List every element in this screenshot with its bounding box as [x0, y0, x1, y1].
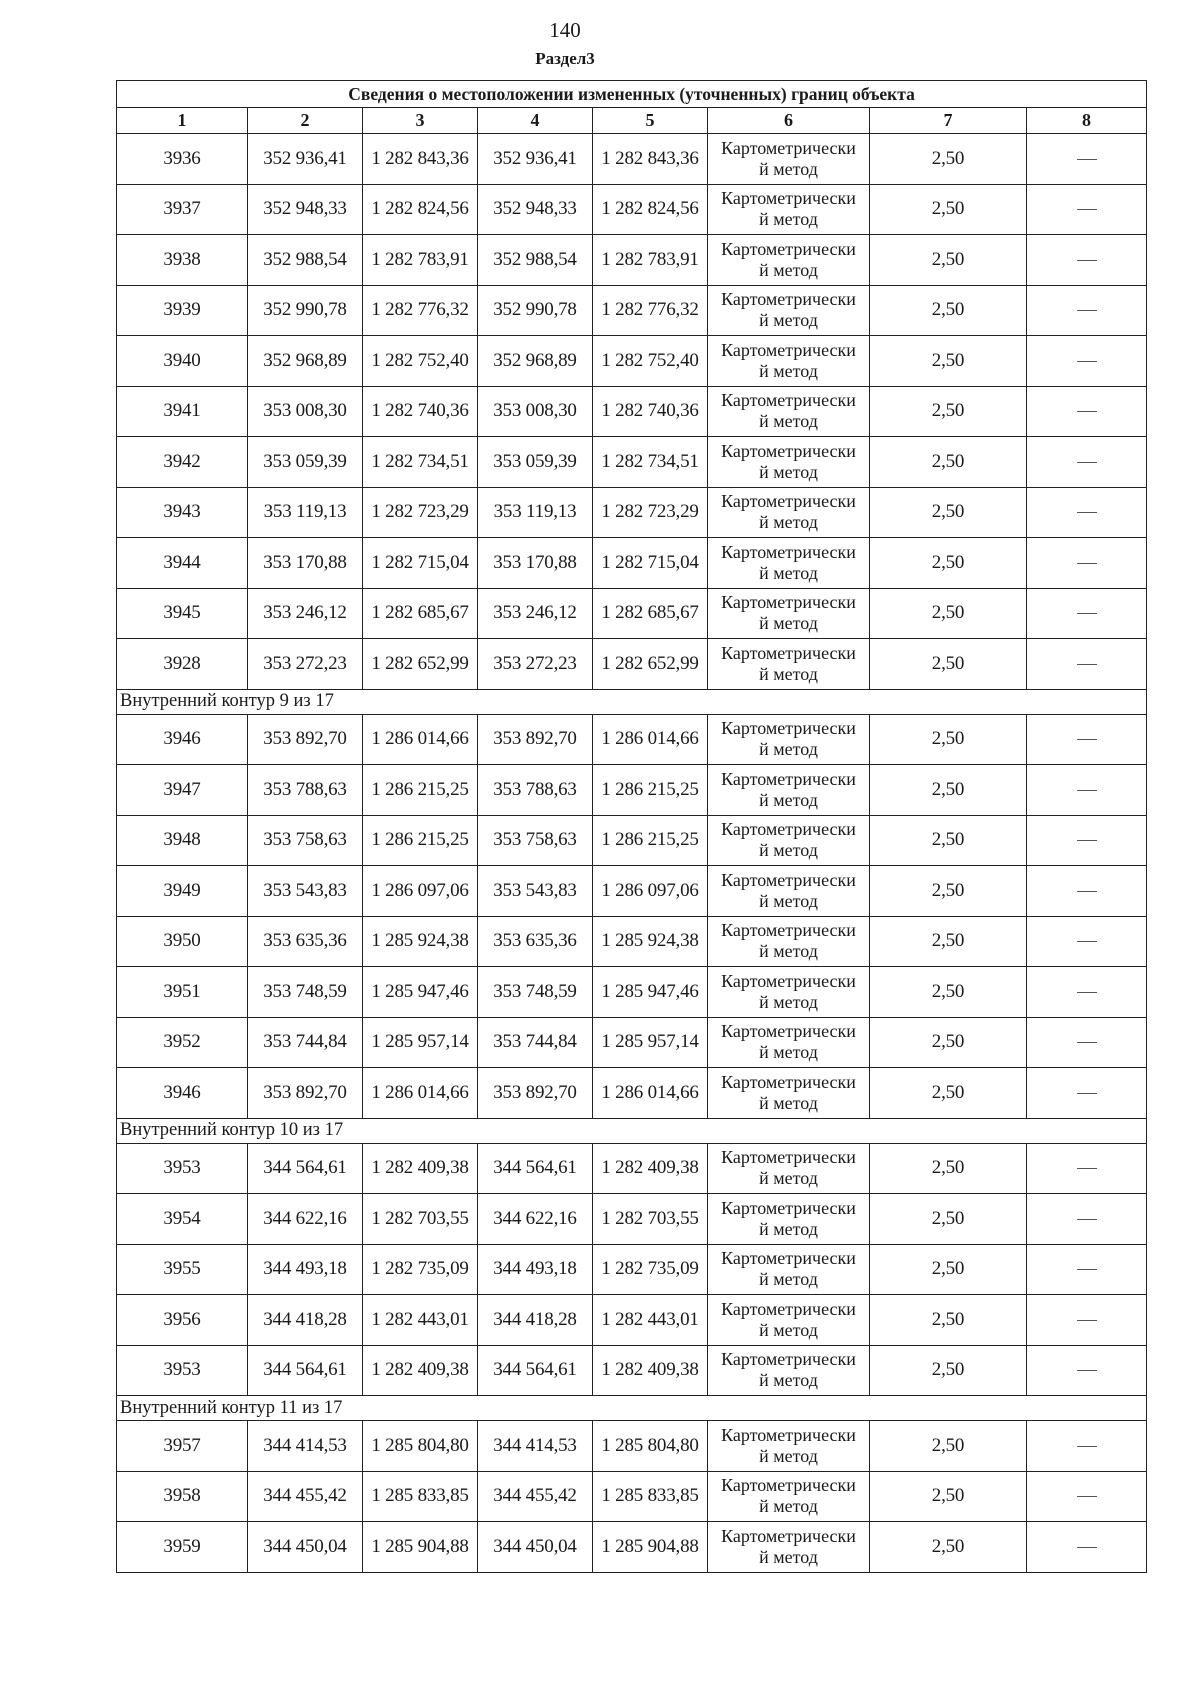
y-new-cell: 1 282 443,01	[593, 1295, 708, 1346]
y-existing-cell: 1 282 776,32	[363, 285, 478, 336]
x-existing-cell: 344 450,04	[248, 1522, 363, 1573]
method-cell: Картометрически й метод	[708, 765, 870, 816]
y-new-cell: 1 285 833,85	[593, 1471, 708, 1522]
table-row	[117, 386, 1147, 437]
accuracy-cell: 2,50	[870, 1244, 1027, 1295]
y-existing-cell: 1 282 734,51	[363, 437, 478, 488]
point-number-cell: 3952	[117, 1017, 248, 1068]
table-row	[117, 815, 1147, 866]
method-cell: Картометрически й метод	[708, 1143, 870, 1194]
y-existing-cell: 1 282 715,04	[363, 538, 478, 589]
y-new-cell: 1 282 734,51	[593, 437, 708, 488]
x-existing-cell: 353 635,36	[248, 916, 363, 967]
y-existing-cell: 1 282 740,36	[363, 386, 478, 437]
accuracy-cell: 2,50	[870, 588, 1027, 639]
y-existing-cell: 1 285 957,14	[363, 1017, 478, 1068]
method-cell: Картометрически й метод	[708, 437, 870, 488]
table-row	[117, 1143, 1147, 1194]
y-new-cell: 1 282 776,32	[593, 285, 708, 336]
accuracy-cell: 2,50	[870, 866, 1027, 917]
x-existing-cell: 352 990,78	[248, 285, 363, 336]
description-cell	[1027, 487, 1147, 538]
accuracy-cell: 2,50	[870, 967, 1027, 1018]
y-new-cell: 1 282 824,56	[593, 184, 708, 235]
y-existing-cell: 1 282 409,38	[363, 1143, 478, 1194]
x-existing-cell: 353 892,70	[248, 714, 363, 765]
dash-mark	[1077, 1547, 1097, 1548]
method-cell: Картометрически й метод	[708, 967, 870, 1018]
table-row	[117, 714, 1147, 765]
point-number-cell: 3943	[117, 487, 248, 538]
point-number-cell: 3936	[117, 134, 248, 185]
method-cell: Картометрически й метод	[708, 1522, 870, 1573]
y-new-cell: 1 285 947,46	[593, 967, 708, 1018]
column-number: 2	[248, 108, 363, 134]
x-new-cell: 353 059,39	[478, 437, 593, 488]
x-existing-cell: 353 170,88	[248, 538, 363, 589]
description-cell	[1027, 1143, 1147, 1194]
x-existing-cell: 353 758,63	[248, 815, 363, 866]
dash-mark	[1077, 209, 1097, 210]
method-cell: Картометрически й метод	[708, 1194, 870, 1245]
description-cell	[1027, 1244, 1147, 1295]
y-existing-cell: 1 286 097,06	[363, 866, 478, 917]
table-row	[117, 235, 1147, 286]
dash-mark	[1077, 613, 1097, 614]
dash-mark	[1077, 260, 1097, 261]
y-new-cell: 1 285 904,88	[593, 1522, 708, 1573]
y-existing-cell: 1 282 843,36	[363, 134, 478, 185]
x-existing-cell: 353 119,13	[248, 487, 363, 538]
dash-mark	[1077, 891, 1097, 892]
accuracy-cell: 2,50	[870, 1345, 1027, 1396]
table-row	[117, 1345, 1147, 1396]
accuracy-cell: 2,50	[870, 184, 1027, 235]
y-new-cell: 1 282 409,38	[593, 1345, 708, 1396]
method-cell: Картометрически й метод	[708, 1421, 870, 1472]
method-cell: Картометрически й метод	[708, 714, 870, 765]
accuracy-cell: 2,50	[870, 1194, 1027, 1245]
x-new-cell: 353 744,84	[478, 1017, 593, 1068]
y-existing-cell: 1 285 833,85	[363, 1471, 478, 1522]
method-cell: Картометрически й метод	[708, 916, 870, 967]
point-number-cell: 3956	[117, 1295, 248, 1346]
y-existing-cell: 1 285 904,88	[363, 1522, 478, 1573]
method-cell: Картометрически й метод	[708, 866, 870, 917]
dash-mark	[1077, 1269, 1097, 1270]
accuracy-cell: 2,50	[870, 235, 1027, 286]
description-cell	[1027, 184, 1147, 235]
y-new-cell: 1 282 409,38	[593, 1143, 708, 1194]
x-new-cell: 344 455,42	[478, 1471, 593, 1522]
x-new-cell: 344 414,53	[478, 1421, 593, 1472]
description-cell	[1027, 967, 1147, 1018]
point-number-cell: 3953	[117, 1143, 248, 1194]
column-number: 3	[363, 108, 478, 134]
y-existing-cell: 1 282 824,56	[363, 184, 478, 235]
x-new-cell: 353 758,63	[478, 815, 593, 866]
y-existing-cell: 1 282 735,09	[363, 1244, 478, 1295]
y-existing-cell: 1 285 924,38	[363, 916, 478, 967]
table-row	[117, 134, 1147, 185]
description-cell	[1027, 1471, 1147, 1522]
description-cell	[1027, 866, 1147, 917]
dash-mark	[1077, 159, 1097, 160]
y-existing-cell: 1 282 685,67	[363, 588, 478, 639]
dash-mark	[1077, 1496, 1097, 1497]
y-new-cell: 1 285 957,14	[593, 1017, 708, 1068]
dash-mark	[1077, 1320, 1097, 1321]
table-row	[117, 538, 1147, 589]
description-cell	[1027, 1522, 1147, 1573]
dash-mark	[1077, 563, 1097, 564]
accuracy-cell: 2,50	[870, 815, 1027, 866]
description-cell	[1027, 285, 1147, 336]
y-new-cell: 1 282 652,99	[593, 639, 708, 690]
description-cell	[1027, 386, 1147, 437]
description-cell	[1027, 1194, 1147, 1245]
x-new-cell: 353 119,13	[478, 487, 593, 538]
dash-mark	[1077, 1042, 1097, 1043]
point-number-cell: 3938	[117, 235, 248, 286]
method-cell: Картометрически й метод	[708, 134, 870, 185]
method-cell: Картометрически й метод	[708, 487, 870, 538]
method-cell: Картометрически й метод	[708, 639, 870, 690]
description-cell	[1027, 1295, 1147, 1346]
x-new-cell: 353 170,88	[478, 538, 593, 589]
description-cell	[1027, 916, 1147, 967]
x-new-cell: 353 246,12	[478, 588, 593, 639]
method-cell: Картометрически й метод	[708, 235, 870, 286]
accuracy-cell: 2,50	[870, 1017, 1027, 1068]
table-row	[117, 639, 1147, 690]
x-existing-cell: 352 948,33	[248, 184, 363, 235]
x-existing-cell: 352 968,89	[248, 336, 363, 387]
contour-header-row	[117, 689, 1147, 714]
y-existing-cell: 1 286 215,25	[363, 765, 478, 816]
accuracy-cell: 2,50	[870, 1471, 1027, 1522]
y-new-cell: 1 282 735,09	[593, 1244, 708, 1295]
contour-label: Внутренний контур 10 из 17	[117, 1118, 1147, 1143]
description-cell	[1027, 1017, 1147, 1068]
dash-mark	[1077, 411, 1097, 412]
point-number-cell: 3958	[117, 1471, 248, 1522]
y-existing-cell: 1 282 652,99	[363, 639, 478, 690]
table-row	[117, 184, 1147, 235]
x-existing-cell: 344 493,18	[248, 1244, 363, 1295]
page-number: 140	[549, 18, 581, 42]
method-cell: Картометрически й метод	[708, 538, 870, 589]
column-number: 5	[593, 108, 708, 134]
table-row	[117, 588, 1147, 639]
dash-mark	[1077, 1370, 1097, 1371]
dash-mark	[1077, 790, 1097, 791]
y-new-cell: 1 285 804,80	[593, 1421, 708, 1472]
description-cell	[1027, 714, 1147, 765]
accuracy-cell: 2,50	[870, 916, 1027, 967]
y-existing-cell: 1 282 783,91	[363, 235, 478, 286]
y-existing-cell: 1 282 723,29	[363, 487, 478, 538]
description-cell	[1027, 235, 1147, 286]
accuracy-cell: 2,50	[870, 538, 1027, 589]
x-new-cell: 353 892,70	[478, 1068, 593, 1119]
method-cell: Картометрически й метод	[708, 285, 870, 336]
contour-label: Внутренний контур 9 из 17	[117, 689, 1147, 714]
dash-mark	[1077, 310, 1097, 311]
table-row	[117, 1068, 1147, 1119]
dash-mark	[1077, 1093, 1097, 1094]
dash-mark	[1077, 941, 1097, 942]
x-new-cell: 352 968,89	[478, 336, 593, 387]
y-new-cell: 1 286 014,66	[593, 1068, 708, 1119]
point-number-cell: 3954	[117, 1194, 248, 1245]
column-number: 6	[708, 108, 870, 134]
accuracy-cell: 2,50	[870, 437, 1027, 488]
point-number-cell: 3957	[117, 1421, 248, 1472]
x-new-cell: 353 748,59	[478, 967, 593, 1018]
accuracy-cell: 2,50	[870, 336, 1027, 387]
dash-mark	[1077, 1219, 1097, 1220]
x-new-cell: 344 418,28	[478, 1295, 593, 1346]
description-cell	[1027, 1421, 1147, 1472]
point-number-cell: 3944	[117, 538, 248, 589]
x-new-cell: 344 622,16	[478, 1194, 593, 1245]
y-existing-cell: 1 282 703,55	[363, 1194, 478, 1245]
accuracy-cell: 2,50	[870, 1143, 1027, 1194]
description-cell	[1027, 588, 1147, 639]
x-existing-cell: 344 418,28	[248, 1295, 363, 1346]
dash-mark	[1077, 992, 1097, 993]
point-number-cell: 3937	[117, 184, 248, 235]
method-cell: Картометрически й метод	[708, 1017, 870, 1068]
table-row	[117, 967, 1147, 1018]
point-number-cell: 3959	[117, 1522, 248, 1573]
x-existing-cell: 344 455,42	[248, 1471, 363, 1522]
contour-header-row	[117, 1118, 1147, 1143]
accuracy-cell: 2,50	[870, 1068, 1027, 1119]
description-cell	[1027, 815, 1147, 866]
x-new-cell: 353 272,23	[478, 639, 593, 690]
table-row	[117, 437, 1147, 488]
dash-mark	[1077, 512, 1097, 513]
x-existing-cell: 353 246,12	[248, 588, 363, 639]
point-number-cell: 3951	[117, 967, 248, 1018]
table-row	[117, 1295, 1147, 1346]
dash-mark	[1077, 361, 1097, 362]
y-new-cell: 1 282 723,29	[593, 487, 708, 538]
table-row	[117, 336, 1147, 387]
column-number: 1	[117, 108, 248, 134]
x-existing-cell: 353 008,30	[248, 386, 363, 437]
method-cell: Картометрически й метод	[708, 1244, 870, 1295]
x-existing-cell: 344 564,61	[248, 1345, 363, 1396]
dash-mark	[1077, 1446, 1097, 1447]
boundary-coordinates-table	[116, 80, 1147, 1573]
x-new-cell: 353 892,70	[478, 714, 593, 765]
x-existing-cell: 344 564,61	[248, 1143, 363, 1194]
description-cell	[1027, 538, 1147, 589]
table-body	[117, 134, 1147, 1573]
x-existing-cell: 353 059,39	[248, 437, 363, 488]
x-existing-cell: 353 272,23	[248, 639, 363, 690]
point-number-cell: 3946	[117, 1068, 248, 1119]
table-row	[117, 487, 1147, 538]
x-existing-cell: 353 543,83	[248, 866, 363, 917]
method-cell: Картометрически й метод	[708, 184, 870, 235]
contour-label: Внутренний контур 11 из 17	[117, 1396, 1147, 1421]
y-existing-cell: 1 286 014,66	[363, 1068, 478, 1119]
point-number-cell: 3949	[117, 866, 248, 917]
point-number-cell: 3953	[117, 1345, 248, 1396]
y-new-cell: 1 282 715,04	[593, 538, 708, 589]
table-row	[117, 1522, 1147, 1573]
x-new-cell: 353 788,63	[478, 765, 593, 816]
y-new-cell: 1 282 740,36	[593, 386, 708, 437]
description-cell	[1027, 437, 1147, 488]
y-existing-cell: 1 282 443,01	[363, 1295, 478, 1346]
accuracy-cell: 2,50	[870, 134, 1027, 185]
accuracy-cell: 2,50	[870, 487, 1027, 538]
x-existing-cell: 353 788,63	[248, 765, 363, 816]
description-cell	[1027, 1068, 1147, 1119]
dash-mark	[1077, 462, 1097, 463]
x-existing-cell: 344 622,16	[248, 1194, 363, 1245]
method-cell: Картометрически й метод	[708, 386, 870, 437]
accuracy-cell: 2,50	[870, 285, 1027, 336]
x-existing-cell: 353 748,59	[248, 967, 363, 1018]
point-number-cell: 3941	[117, 386, 248, 437]
x-new-cell: 344 564,61	[478, 1345, 593, 1396]
x-existing-cell: 353 744,84	[248, 1017, 363, 1068]
description-cell	[1027, 336, 1147, 387]
description-cell	[1027, 134, 1147, 185]
x-new-cell: 353 635,36	[478, 916, 593, 967]
point-number-cell: 3955	[117, 1244, 248, 1295]
table-caption: Сведения о местоположении измененных (уточненных) границ объекта	[117, 81, 1147, 108]
table-row	[117, 1421, 1147, 1472]
y-new-cell: 1 282 783,91	[593, 235, 708, 286]
dash-mark	[1077, 1168, 1097, 1169]
point-number-cell: 3945	[117, 588, 248, 639]
column-number: 4	[478, 108, 593, 134]
dash-mark	[1077, 664, 1097, 665]
point-number-cell: 3947	[117, 765, 248, 816]
table-row	[117, 866, 1147, 917]
method-cell: Картометрически й метод	[708, 588, 870, 639]
description-cell	[1027, 639, 1147, 690]
x-new-cell: 352 988,54	[478, 235, 593, 286]
y-new-cell: 1 286 215,25	[593, 765, 708, 816]
x-new-cell: 352 948,33	[478, 184, 593, 235]
y-existing-cell: 1 285 804,80	[363, 1421, 478, 1472]
y-new-cell: 1 286 014,66	[593, 714, 708, 765]
y-new-cell: 1 286 215,25	[593, 815, 708, 866]
method-cell: Картометрически й метод	[708, 815, 870, 866]
accuracy-cell: 2,50	[870, 765, 1027, 816]
accuracy-cell: 2,50	[870, 1421, 1027, 1472]
dash-mark	[1077, 840, 1097, 841]
method-cell: Картометрически й метод	[708, 1345, 870, 1396]
y-new-cell: 1 285 924,38	[593, 916, 708, 967]
dash-mark	[1077, 739, 1097, 740]
table-row	[117, 765, 1147, 816]
x-existing-cell: 344 414,53	[248, 1421, 363, 1472]
y-existing-cell: 1 282 752,40	[363, 336, 478, 387]
column-number: 8	[1027, 108, 1147, 134]
y-new-cell: 1 286 097,06	[593, 866, 708, 917]
x-new-cell: 352 936,41	[478, 134, 593, 185]
description-cell	[1027, 1345, 1147, 1396]
section-title: Раздел3	[535, 49, 595, 68]
y-new-cell: 1 282 685,67	[593, 588, 708, 639]
column-number: 7	[870, 108, 1027, 134]
x-new-cell: 344 450,04	[478, 1522, 593, 1573]
x-existing-cell: 353 892,70	[248, 1068, 363, 1119]
method-cell: Картометрически й метод	[708, 1471, 870, 1522]
table-row	[117, 1017, 1147, 1068]
table-row	[117, 1471, 1147, 1522]
table-row	[117, 1194, 1147, 1245]
point-number-cell: 3948	[117, 815, 248, 866]
y-existing-cell: 1 286 014,66	[363, 714, 478, 765]
point-number-cell: 3946	[117, 714, 248, 765]
x-existing-cell: 352 988,54	[248, 235, 363, 286]
accuracy-cell: 2,50	[870, 714, 1027, 765]
accuracy-cell: 2,50	[870, 639, 1027, 690]
method-cell: Картометрически й метод	[708, 1068, 870, 1119]
y-new-cell: 1 282 752,40	[593, 336, 708, 387]
accuracy-cell: 2,50	[870, 1522, 1027, 1573]
y-new-cell: 1 282 843,36	[593, 134, 708, 185]
y-existing-cell: 1 282 409,38	[363, 1345, 478, 1396]
contour-header-row	[117, 1396, 1147, 1421]
point-number-cell: 3950	[117, 916, 248, 967]
accuracy-cell: 2,50	[870, 1295, 1027, 1346]
table-caption-row	[117, 81, 1147, 108]
table-row	[117, 1244, 1147, 1295]
point-number-cell: 3928	[117, 639, 248, 690]
method-cell: Картометрически й метод	[708, 1295, 870, 1346]
y-new-cell: 1 282 703,55	[593, 1194, 708, 1245]
y-existing-cell: 1 285 947,46	[363, 967, 478, 1018]
x-new-cell: 352 990,78	[478, 285, 593, 336]
method-cell: Картометрически й метод	[708, 336, 870, 387]
x-existing-cell: 352 936,41	[248, 134, 363, 185]
x-new-cell: 353 008,30	[478, 386, 593, 437]
point-number-cell: 3940	[117, 336, 248, 387]
accuracy-cell: 2,50	[870, 386, 1027, 437]
x-new-cell: 344 564,61	[478, 1143, 593, 1194]
column-number-row	[117, 108, 1147, 134]
point-number-cell: 3939	[117, 285, 248, 336]
table-row	[117, 916, 1147, 967]
y-existing-cell: 1 286 215,25	[363, 815, 478, 866]
description-cell	[1027, 765, 1147, 816]
x-new-cell: 353 543,83	[478, 866, 593, 917]
x-new-cell: 344 493,18	[478, 1244, 593, 1295]
table-row	[117, 285, 1147, 336]
point-number-cell: 3942	[117, 437, 248, 488]
